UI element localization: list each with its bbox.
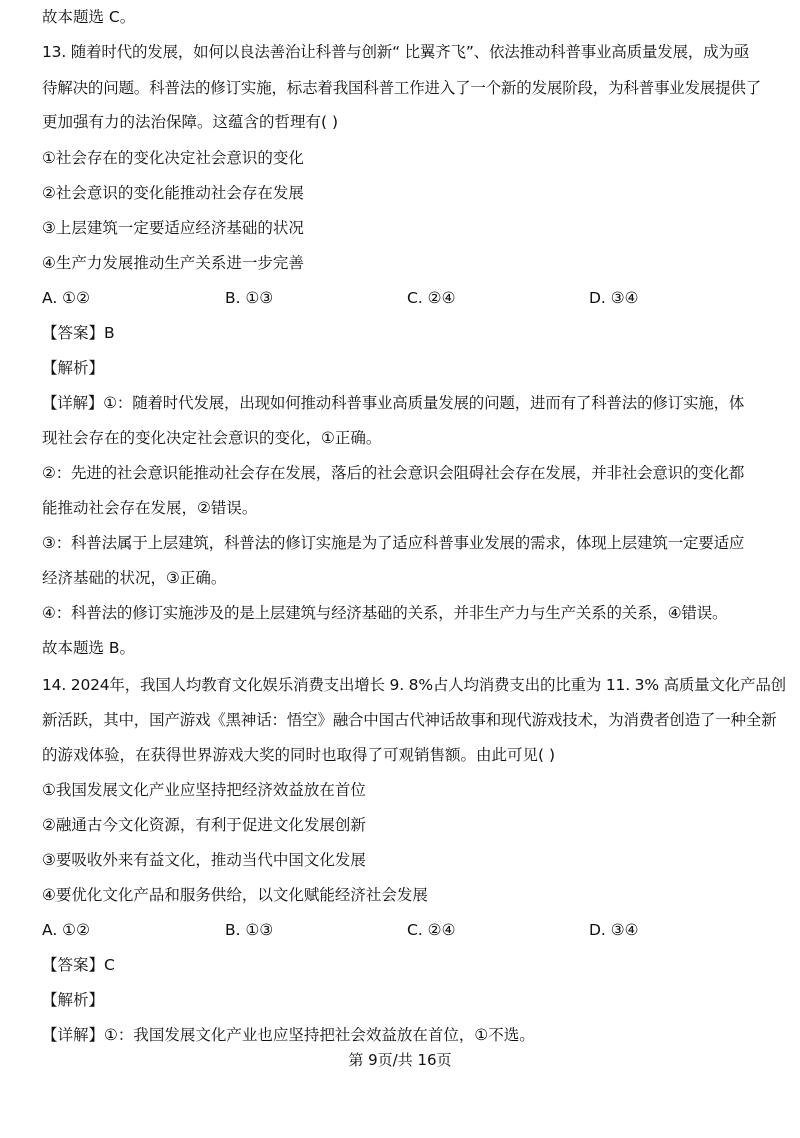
q13-detail-line-7: ④：科普法的修订实施涉及的是上层建筑与经济基础的关系，并非生产力与生产关系的关系，④错误。 — [42, 604, 728, 622]
q13-statement-2: ②社会意识的变化能推动社会存在发展 — [42, 184, 304, 202]
q14-option-c: C. ②④ — [407, 921, 456, 939]
q14-statement-1: ①我国发展文化产业应坚持把经济效益放在首位 — [42, 781, 366, 799]
q13-option-a: A. ①② — [42, 289, 90, 307]
q13-stem-line-3: 更加强有力的法治保障。这蕴含的哲理有( ) — [42, 113, 339, 131]
q14-stem-line-3: 的游戏体验，在获得世界游戏大奖的同时也取得了可观销售额。由此可见( ) — [42, 746, 556, 764]
q13-detail-line-2: 现社会存在的变化决定社会意识的变化，①正确。 — [42, 429, 382, 447]
q13-answer: 【答案】B — [42, 324, 115, 342]
q14-option-d: D. ③④ — [589, 921, 639, 939]
q13-detail-line-5: ③：科普法属于上层建筑，科普法的修订实施是为了适应科普事业发展的需求，体现上层建筑一定要适应 — [42, 534, 745, 552]
q13-option-b: B. ①③ — [225, 289, 274, 307]
q14-detail-line-1: 【详解】①：我国发展文化产业也应坚持把社会效益放在首位，①不选。 — [42, 1026, 535, 1044]
q13-stem-line-2: 待解决的问题。科普法的修订实施，标志着我国科普工作进入了一个新的发展阶段，为科普事业发展提供了 — [42, 79, 762, 97]
q13-detail-line-3: ②：先进的社会意识能推动社会存在发展，落后的社会意识会阻碍社会存在发展，并非社会意识的变化都 — [42, 464, 745, 482]
q13-statement-3: ③上层建筑一定要适应经济基础的状况 — [42, 219, 304, 237]
q14-statement-3: ③要吸收外来有益文化，推动当代中国文化发展 — [42, 851, 366, 869]
q13-stem-line-1: 13. 随着时代的发展，如何以良法善治让科普与创新“ 比翼齐飞”、依法推动科普事业高质量发展，成为亟 — [42, 43, 750, 61]
q14-option-b: B. ①③ — [225, 921, 274, 939]
q14-statement-2: ②融通古今文化资源，有利于促进文化发展创新 — [42, 816, 366, 834]
q13-detail-line-4: 能推动社会存在发展，②错误。 — [42, 499, 258, 517]
q13-conclusion: 故本题选 B。 — [42, 639, 136, 657]
page-number: 第 9页/共 16页 — [348, 1051, 452, 1069]
q13-statement-1: ①社会存在的变化决定社会意识的变化 — [42, 149, 304, 167]
q14-answer: 【答案】C — [42, 956, 115, 974]
q14-option-a: A. ①② — [42, 921, 90, 939]
q13-detail-line-6: 经济基础的状况，③正确。 — [42, 569, 227, 587]
q14-statement-4: ④要优化文化产品和服务供给，以文化赋能经济社会发展 — [42, 886, 428, 904]
conclusion-line: 故本题选 C。 — [42, 8, 136, 26]
q13-analysis-label: 【解析】 — [42, 359, 105, 377]
q14-stem-line-1: 14. 2024年，我国人均教育文化娱乐消费支出增长 9. 8%占人均消费支出的比重为 11. 3% 高质量文化产品创 — [42, 676, 786, 694]
q13-option-c: C. ②④ — [407, 289, 456, 307]
q13-option-d: D. ③④ — [589, 289, 639, 307]
q14-analysis-label: 【解析】 — [42, 991, 105, 1009]
q13-detail-line-1: 【详解】①：随着时代发展，出现如何推动科普事业高质量发展的问题，进而有了科普法的修订实施，体 — [42, 394, 745, 412]
q13-statement-4: ④生产力发展推动生产关系进一步完善 — [42, 254, 304, 272]
q14-stem-line-2: 新活跃，其中，国产游戏《黑神话：悟空》融合中国古代神话故事和现代游戏技术，为消费者创造了一种全新 — [42, 711, 777, 729]
